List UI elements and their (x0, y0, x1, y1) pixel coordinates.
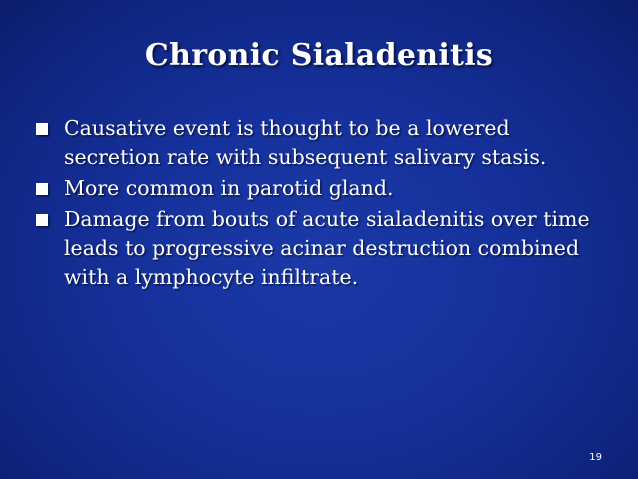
bullet-item (30, 205, 590, 292)
bullet-text: Causative event is thought to be a lowered secretion rate with subsequent salivary stasis. (64, 116, 547, 169)
bullet-item (30, 174, 590, 203)
square-bullet-icon (36, 123, 48, 135)
square-bullet-icon (36, 183, 48, 195)
bullet-text: More common in parotid gland. (64, 176, 394, 200)
bullet-list (30, 114, 590, 294)
slide-title: Chronic Sialadenitis (144, 38, 494, 73)
bullet-item (30, 114, 590, 172)
square-bullet-icon (36, 214, 48, 226)
page-number: 19 (589, 452, 602, 463)
bullet-text: Damage from bouts of acute sialadenitis over time leads to progressive acinar destruction combined with a lymphocyte infiltrate. (64, 207, 590, 289)
